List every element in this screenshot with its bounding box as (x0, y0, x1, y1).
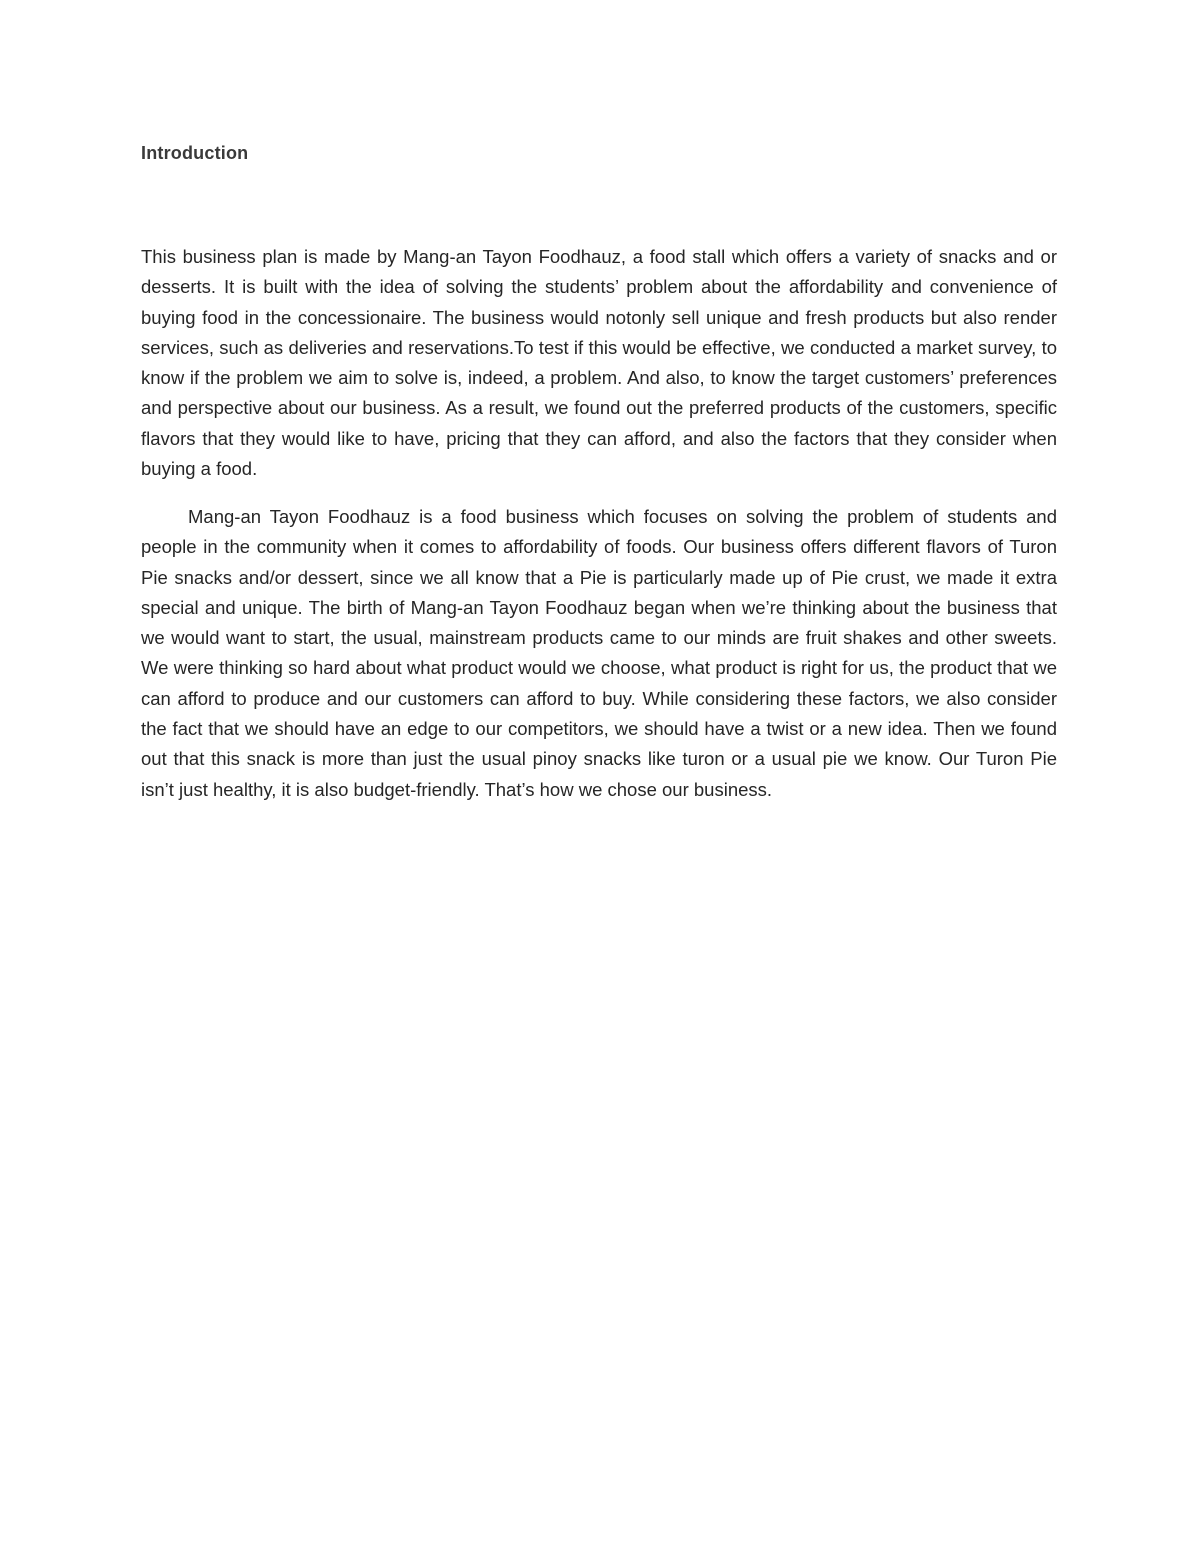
paragraph-2: Mang-an Tayon Foodhauz is a food business which focuses on solving the problem of students and people in the community when it comes to affordability of foods. Our business offers different flavors of Turon Pie snacks and/or dessert, since we all know that a Pie is particularly made up of Pie crust, we made it extra special and unique. The birth of Mang-an Tayon Foodhauz began when we’re thinking about the business that we would want to start, the usual, mainstream products came to our minds are fruit shakes and other sweets. We were thinking so hard about what product would we choose, what product is right for us, the product that we can afford to produce and our customers can afford to buy. While considering these factors, we also consider the fact that we should have an edge to our competitors, we should have a twist or a new idea. Then we found out that this snack is more than just the usual pinoy snacks like turon or a usual pie we know. Our Turon Pie isn’t just healthy, it is also budget-friendly. That’s how we chose our business. (141, 506, 1057, 800)
section-heading: Introduction (141, 143, 249, 163)
paragraph-1: This business plan is made by Mang-an Tayon Foodhauz, a food stall which offers a variety of snacks and or desserts. It is built with the idea of solving the students’ problem about the affordability and convenience of buying food in the concessionaire. The business would notonly sell unique and fresh products but also render services, such as deliveries and reservations.To test if this would be effective, we conducted a market survey, to know if the problem we aim to solve is, indeed, a problem. And also, to know the target customers’ preferences and perspective about our business. As a result, we found out the preferred products of the customers, specific flavors that they would like to have, pricing that they can afford, and also the factors that they consider when buying a food. (141, 246, 1057, 480)
